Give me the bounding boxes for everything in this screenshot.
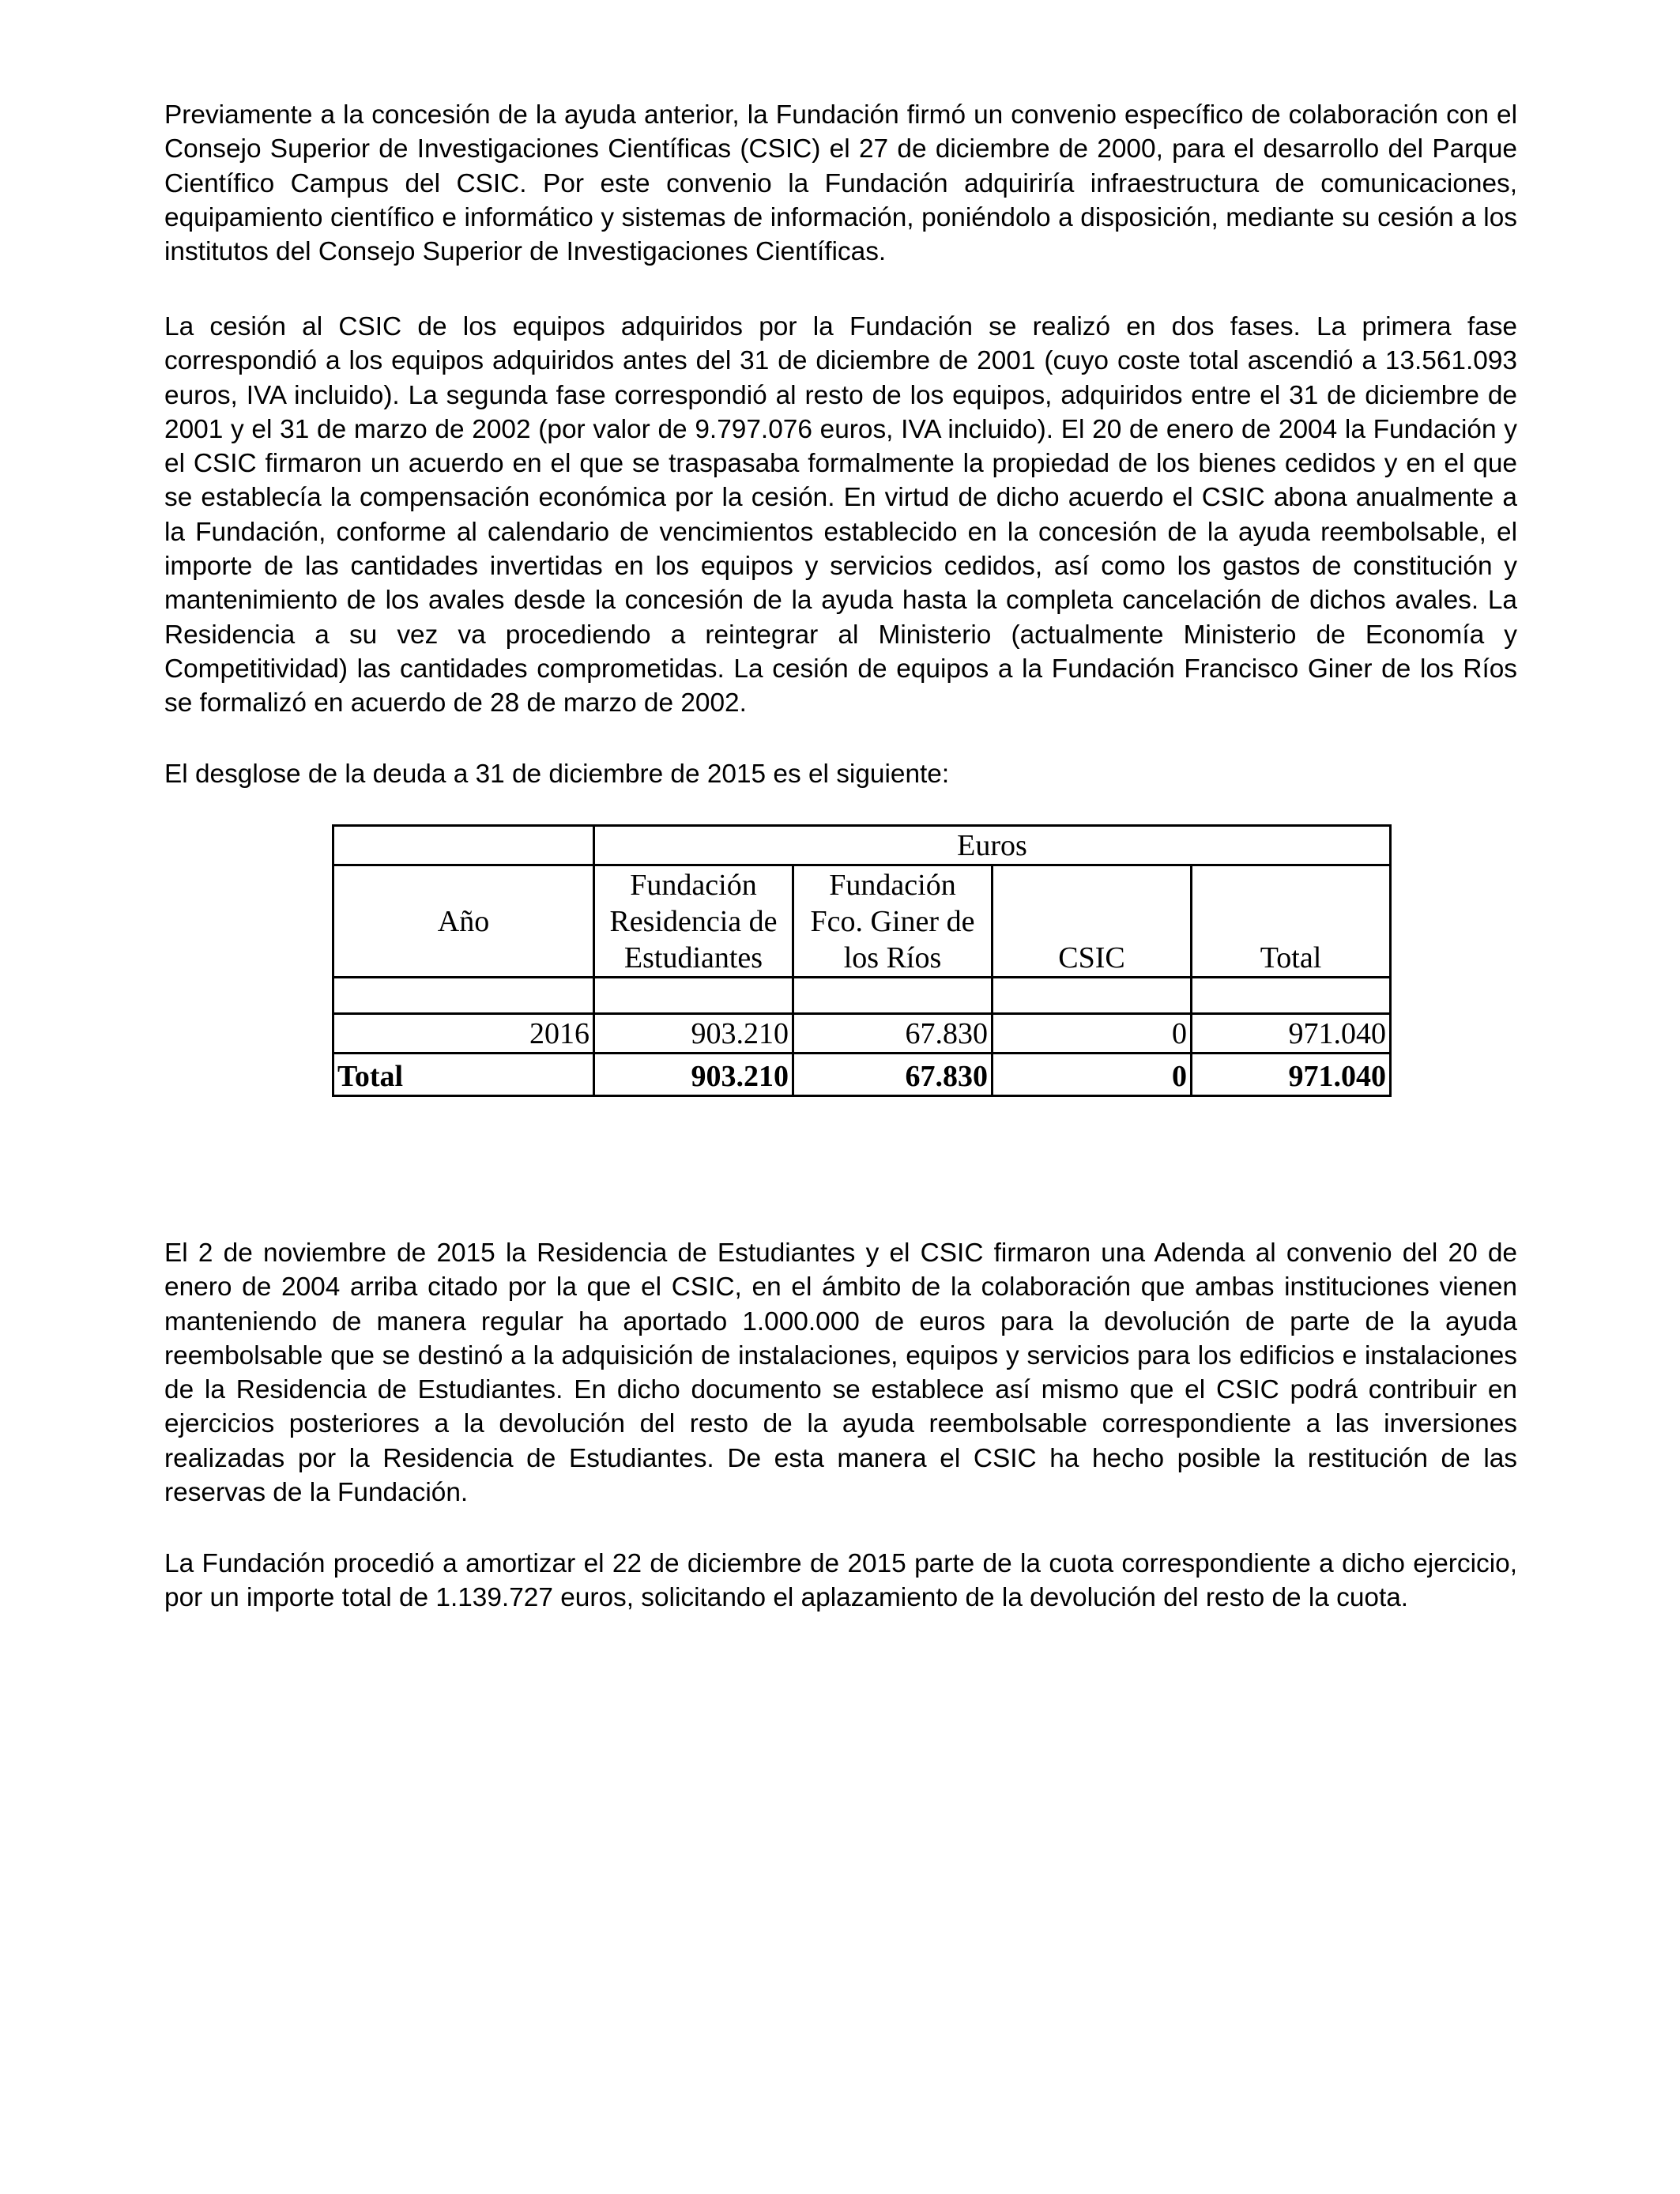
paragraph-convenio-csic: Previamente a la concesión de la ayuda anterior, la Fundación firmó un convenio específico de colaboración con el Consejo Superior de Investigaciones Científicas (CSIC) el 27 de diciembre de 2000, para el desarrollo del Parque Científico Campus del CSIC. Por este convenio la Fundación adquiriría infraestructura de comunicaciones, equipamiento científico e informático y sistemas de información, poniéndolo a disposición, mediante su cesión a los institutos del Consejo Superior de Investigaciones Científicas. <box>164 100 1517 267</box>
total-label: Total <box>333 1054 594 1096</box>
total-residencia-cell: 903.210 <box>594 1054 793 1096</box>
csic-header <box>993 865 1192 978</box>
year-header: Año <box>333 865 594 978</box>
total-total-cell: 971.040 <box>1192 1054 1391 1096</box>
table-empty-row <box>333 978 1391 1014</box>
table-row <box>333 1014 1391 1054</box>
giner-header-line-2: Fco. Giner de <box>810 905 975 938</box>
paragraph-cesion-equipos: La cesión al CSIC de los equipos adquiridos por la Fundación se realizó en dos fases. La primera fase correspondió a los equipos adquiridos antes del 31 de diciembre de 2001 (cuyo coste total ascendió a 13.561.093 euros, IVA incluido). La segunda fase correspondió al resto de los equipos, adquiridos entre el 31 de diciembre de 2001 y el 31 de marzo de 2002 (por valor de 9.797.076 euros, IVA incluido). El 20 de enero de 2004 la Fundación y el CSIC firmaron un acuerdo en el que se traspasaba formalmente la propiedad de los bienes cedidos y en el que se establecía la compensación económica por la cesión. En virtud de dicho acuerdo el CSIC abona anualmente a la Fundación, conforme al calendario de vencimientos establecido en la concesión de la ayuda reembolsable, el importe de las cantidades invertidas en los equipos y servicios cedidos, así como los gastos de constitución y mantenimiento de los avales desde la concesión de la ayuda hasta la completa cancelación de dichos avales. La Residencia a su vez va procediendo a reintegrar al Ministerio (actualmente Ministerio de Economía y Competitividad) las cantidades comprometidas. La cesión de equipos a la Fundación Francisco Giner de los Ríos se formalizó en acuerdo de 28 de marzo de 2002. <box>164 312 1517 718</box>
table-total-row <box>333 1054 1391 1096</box>
paragraph-adenda: El 2 de noviembre de 2015 la Residencia de Estudiantes y el CSIC firmaron una Adenda al convenio del 20 de enero de 2004 arriba citado por la que el CSIC, en el ámbito de la colaboración que ambas instituciones vienen manteniendo de manera regular ha aportado 1.000.000 de euros para la devolución de parte de la ayuda reembolsable que se destinó a la adquisición de instalaciones, equipos y servicios para los edificios e instalaciones de la Residencia de Estudiantes. En dicho documento se establece así mismo que el CSIC podrá contribuir en ejercicios posteriores a la devolución del resto de la ayuda reembolsable correspondiente a las inversiones realizadas por la Residencia de Estudiantes. De esta manera el CSIC ha hecho posible la restitución de las reservas de la Fundación. <box>164 1238 1517 1508</box>
empty-cell <box>1192 978 1391 1014</box>
csic-cell: 0 <box>993 1014 1192 1054</box>
table-header-row <box>333 865 1391 978</box>
empty-cell <box>594 978 793 1014</box>
table-corner-cell <box>333 826 594 865</box>
residencia-header <box>594 865 793 978</box>
empty-cell <box>333 978 594 1014</box>
year-cell: 2016 <box>333 1014 594 1054</box>
paragraph-desglose-intro: El desglose de la deuda a 31 de diciembre de 2015 es el siguiente: <box>164 760 950 789</box>
giner-cell: 67.830 <box>793 1014 993 1054</box>
total-header <box>1192 865 1391 978</box>
residencia-header-line-3: Estudiantes <box>623 941 763 974</box>
giner-header-line-1: Fundación <box>829 869 956 902</box>
empty-cell <box>793 978 993 1014</box>
empty-cell <box>993 978 1192 1014</box>
residencia-cell: 903.210 <box>594 1014 793 1054</box>
total-csic-cell: 0 <box>993 1054 1192 1096</box>
total-giner-cell: 67.830 <box>793 1054 993 1096</box>
table-header-row-group <box>333 826 1391 865</box>
debt-breakdown-table <box>332 824 1392 1097</box>
residencia-header-line-1: Fundación <box>630 869 757 902</box>
residencia-header-line-2: Residencia de <box>609 905 778 938</box>
giner-header <box>793 865 993 978</box>
csic-header-line-3: CSIC <box>1058 941 1125 974</box>
euros-header: Euros <box>594 826 1391 865</box>
giner-header-line-3: los Ríos <box>843 941 942 974</box>
total-header-line-3: Total <box>1260 941 1322 974</box>
total-cell: 971.040 <box>1192 1014 1391 1054</box>
paragraph-amortizacion: La Fundación procedió a amortizar el 22 de diciembre de 2015 parte de la cuota correspondiente a dicho ejercicio, por un importe total de 1.139.727 euros, solicitando el aplazamiento de la devolución del resto de la cuota. <box>164 1549 1517 1613</box>
